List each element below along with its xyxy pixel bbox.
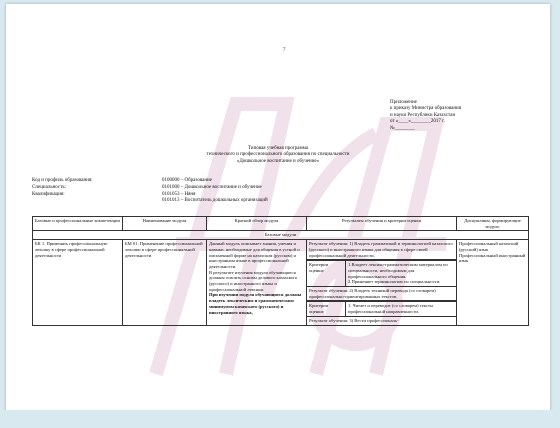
- info-value: 0101013 – Воспитатель дошкольных организаций: [162, 198, 268, 204]
- page-number: 7: [283, 48, 286, 53]
- document-title: [6, 146, 550, 165]
- section-title: Базовые модули: [33, 231, 529, 240]
- results-cell: [307, 240, 457, 325]
- appendix-line: к приказу Министра образования: [390, 106, 462, 112]
- info-label: Код и профиль образования:: [32, 178, 93, 183]
- curriculum-table: [32, 216, 529, 326]
- info-row-qualification: [32, 192, 268, 206]
- info-row-specialty: [32, 185, 268, 192]
- overview-para: В результате изучения модуля обучающиеся должны освоить основы делового казахского (русского) и иностранного языка и профессиональной лексики.: [209, 269, 298, 292]
- criteria-text: 1.Владеет лексико-грамматическим материалом по специальности, необходимым для профессионального общения. 2.Применяет терминологию по специальности.: [346, 261, 457, 287]
- table-header: Наименование модуля: [123, 217, 207, 231]
- overview-cell: [207, 240, 307, 325]
- result-2: Результат обучения: 2) Владеть техникой перевода (со словарем) профессионально-ориентированных текстов.: [307, 287, 456, 301]
- table-header-row: [33, 217, 529, 231]
- info-value: 0101053 – Няня: [162, 191, 196, 197]
- criteria-table-1: [307, 260, 456, 287]
- appendix-line: №________: [390, 125, 415, 131]
- result-1: Результат обучения: 1) Владеть грамматикой и терминологией казахского (русского) и иностранного языка для общения в сфере своей профессиональной деятельности.: [307, 240, 456, 260]
- appendix-block: [390, 100, 461, 132]
- overview-para: Данный модуль описывает знания, умения и навыки, необходимые для общения в устной и письменной форме на казахском (русском) и иностранном языке в профессиональной деятельности.: [209, 241, 300, 269]
- table-header: Результаты обучения и критерии оценки: [307, 217, 457, 231]
- criteria-text: 1. Читает и переводит (со словарем) тексты профессиональной направленности.: [346, 302, 457, 316]
- specialty-info: [32, 178, 268, 205]
- info-value: 0100000 – Образование: [162, 178, 212, 183]
- title-line: «Дошкольное воспитание и обучение»: [236, 158, 320, 164]
- document-page: [6, 4, 550, 428]
- info-value: 0101000 – Дошкольное воспитание и обучение: [162, 184, 262, 190]
- title-line: Типовая учебная программа: [247, 146, 309, 151]
- criteria-label: Критерии оценки:: [307, 261, 346, 287]
- viewer-bottom-bar: [0, 410, 560, 428]
- info-label: Квалификация:: [32, 191, 65, 197]
- title-line: технического и профессионального образования по специальности: [206, 152, 350, 158]
- criteria-label: Критерии оценки:: [307, 302, 346, 316]
- overview-para-bold: При изучении модуля обучающиеся должны владеть лексическим и грамматическим минимумом казахского (русского) и иностранного языка,: [209, 292, 302, 315]
- appendix-line: и науки Республики Казахстан: [390, 112, 456, 118]
- section-row: [33, 231, 529, 240]
- appendix-line: Приложение: [390, 100, 417, 105]
- competence-cell: БК 1. Применять профессиональную лексику в сфере профессиональной деятельности: [33, 240, 123, 325]
- table-header: Дисциплины, формирующие модуль: [457, 217, 529, 231]
- info-label: Специальность:: [32, 184, 66, 190]
- appendix-line: от «____»________2017 г.: [390, 119, 445, 125]
- criteria-table-2: [307, 301, 456, 316]
- module-cell: БМ 01. Применение профессиональной лексики в сфере профессиональной деятельности: [123, 240, 207, 325]
- info-row-code: [32, 178, 268, 185]
- result-3: Результат обучения: 3) Вести профессиональ-: [309, 317, 399, 323]
- table-header: Краткий обзор модуля: [207, 217, 307, 231]
- table-header: Базовые и профессиональные компетенции: [33, 217, 123, 231]
- table-row: [33, 240, 529, 325]
- disciplines-cell: Профессиональный казахский (русский) язык Профессиональный иностранный язык: [457, 240, 529, 325]
